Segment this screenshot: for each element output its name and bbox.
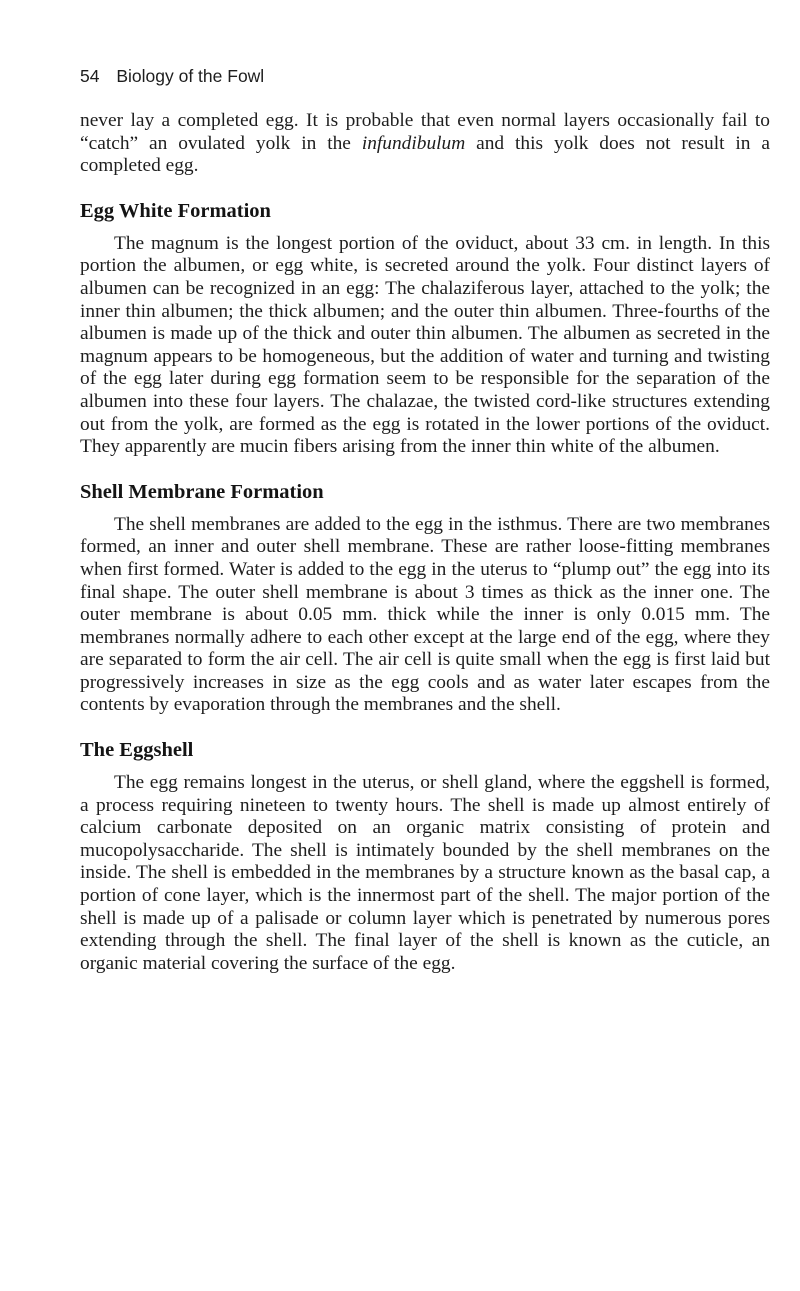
section-heading-egg-white: Egg White Formation bbox=[80, 199, 271, 222]
intro-text-end: and this yolk does not result in a completed egg. bbox=[80, 132, 770, 177]
section-paragraph-shell-membrane: The shell membranes are added to the egg in the isthmus. There are two membranes formed, an inner and outer shell membrane. These are rather loose-fitting membranes when first formed. Water is added to the egg in the uterus to “plump out” the egg into its final shape. The outer shell membrane is about 3 times as thick as the inner one. The outer membrane is about 0.05 mm. thick while the inner is only 0.015 mm. The membranes normally adhere to each other except at the large end of the egg, where they are separated to form the air cell. The air cell is quite small when the egg is first laid but progressively increases in size as the egg cools and as water later escapes from the contents by evaporation through the membranes and the shell. bbox=[80, 513, 770, 716]
running-header bbox=[80, 66, 264, 87]
intro-paragraph bbox=[80, 110, 770, 178]
body-text bbox=[80, 110, 770, 975]
intro-italic-term: infundibulum bbox=[361, 132, 466, 154]
section-paragraph-eggshell: The egg remains longest in the uterus, or shell gland, where the eggshell is formed, a process requiring nineteen to twenty hours. The shell is made up almost entirely of calcium carbonate deposited on an organic matrix consisting of protein and mucopolysaccharide. The shell is intimately bounded by the shell membranes on the inside. The shell is embedded in the membranes by a structure known as the basal cap, a portion of cone layer, which is the innermost part of the shell. The major portion of the shell is made up of a palisade or column layer which is penetrated by numerous pores extending through the shell. The final layer of the shell is known as the cuticle, an organic material covering the surface of the egg. bbox=[80, 772, 770, 974]
intro-text-start: never lay a completed egg. It is probable that even normal layers occasionally fail to “catch” an ovulated yolk in the bbox=[80, 110, 770, 154]
running-title: Biology of the Fowl bbox=[116, 66, 265, 86]
section-paragraph-egg-white: The magnum is the longest portion of the oviduct, about 33 cm. in length. In this portion the albumen, or egg white, is secreted around the yolk. Four distinct layers of albumen can be recognized in an egg: The chalaziferous layer, attached to the yolk; the inner thin albumen; the thick albumen; and the outer thin albumen. Three-fourths of the albumen is made up of the thick and outer thin albumen. The albumen as secreted in the magnum appears to be homogeneous, but the addition of water and turning and twisting of the egg later during egg formation seem to be responsible for the separation of the albumen into these four layers. The chalazae, the twisted cord-like structures extending out from the yolk, are formed as the egg is rotated in the lower portions of the oviduct. They apparently are mucin fibers arising from the inner thin white of the albumen. bbox=[80, 232, 770, 458]
section-heading-eggshell: The Eggshell bbox=[80, 739, 194, 762]
section-heading-shell-membrane: Shell Membrane Formation bbox=[80, 480, 324, 503]
page-number: 54 bbox=[80, 66, 100, 86]
